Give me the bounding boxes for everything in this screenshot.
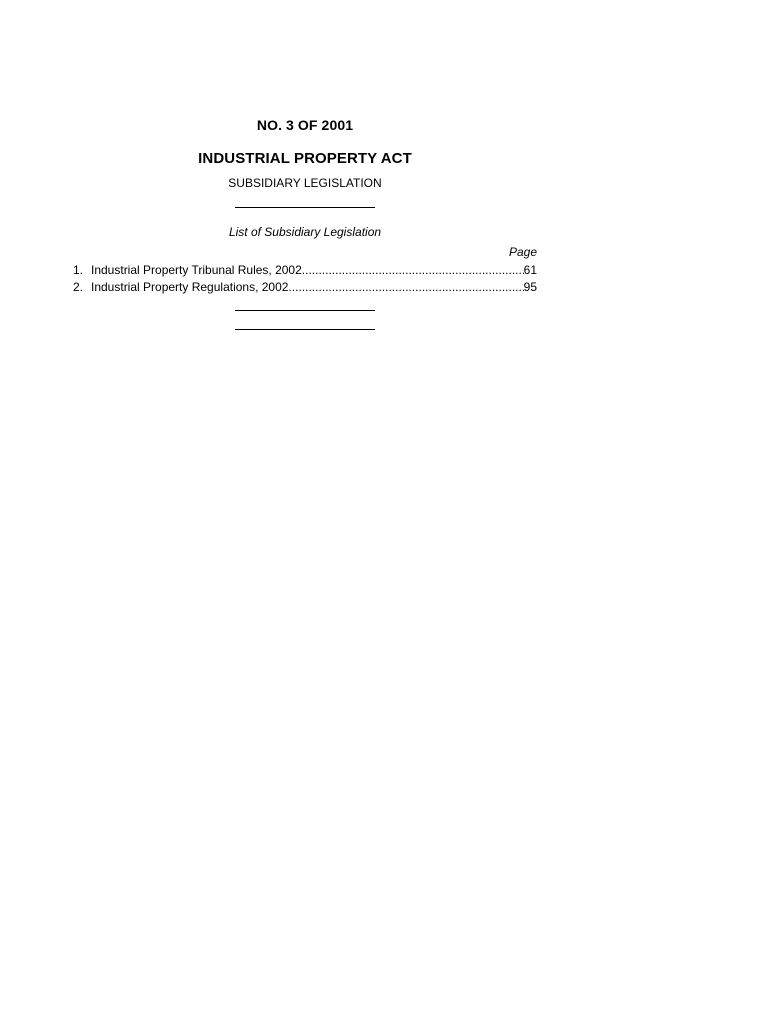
list-heading: List of Subsidiary Legislation — [228, 225, 382, 239]
toc-dot-leader — [288, 279, 523, 296]
toc-dot-leader — [302, 262, 524, 279]
act-number: NO. 3 OF 2001 — [256, 117, 354, 133]
divider-rule-top — [235, 207, 375, 208]
toc-entry-page: 61 — [523, 263, 537, 277]
act-subtitle: SUBSIDIARY LEGISLATION — [228, 176, 382, 190]
toc-entry-title: Industrial Property Tribunal Rules, 2002 — [91, 263, 302, 277]
toc-entry-page: 95 — [523, 280, 537, 294]
act-title: INDUSTRIAL PROPERTY ACT — [198, 150, 412, 167]
toc-entry-number: 2. — [73, 280, 84, 294]
divider-rule-bottom-1 — [235, 310, 375, 311]
table-of-contents — [73, 262, 537, 296]
toc-entry — [73, 279, 537, 296]
page-column-label: Page — [508, 245, 537, 259]
toc-entry — [73, 262, 537, 279]
toc-entry-title: Industrial Property Regulations, 2002 — [91, 280, 289, 294]
divider-rule-bottom-2 — [235, 329, 375, 330]
toc-entry-number: 1. — [73, 263, 84, 277]
